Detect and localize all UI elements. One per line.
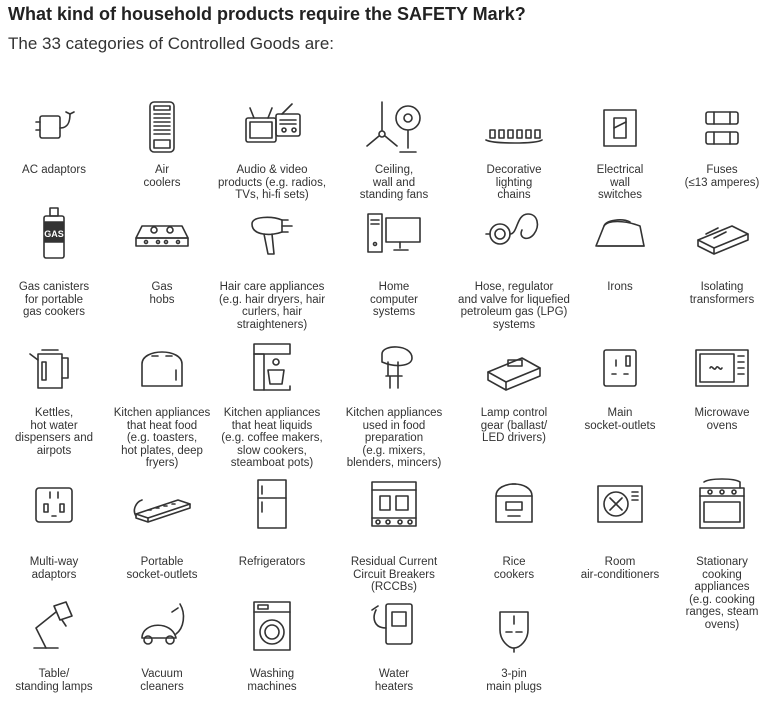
product-category-label: Refrigerators	[238, 556, 306, 568]
transformer-icon	[692, 206, 752, 262]
air-cooler-icon	[132, 100, 192, 156]
product-category-label: Water heaters	[374, 668, 414, 693]
lighting-chain-icon	[484, 100, 544, 156]
lpg-hose-icon	[484, 206, 544, 262]
gas-canister-icon	[24, 206, 84, 262]
product-category-label: Vacuum cleaners	[140, 668, 184, 693]
fan-icon	[364, 100, 424, 156]
product-category-label: Audio & video products (e.g. radios, TVs, hi-fi sets)	[217, 164, 327, 201]
lamp-icon	[24, 598, 84, 654]
page-subtitle: The 33 categories of Controlled Goods are:	[8, 34, 335, 53]
refrigerator-icon	[242, 476, 302, 532]
air-conditioner-icon	[590, 476, 650, 532]
product-category-label: Electrical wall switches	[596, 164, 644, 201]
product-category-label: Room air-conditioners	[580, 556, 660, 581]
product-category-label: 3-pin main plugs	[486, 668, 542, 693]
three-pin-plug-icon	[484, 598, 544, 654]
product-category-label: Hair care appliances (e.g. hair dryers, hair curlers, hair straighteners)	[218, 281, 326, 331]
socket-outlet-icon	[590, 340, 650, 396]
product-category-label: Decorative lighting chains	[486, 164, 542, 201]
water-heater-icon	[364, 598, 424, 654]
product-category-label: Kitchen appliances that heat food (e.g. toasters, hot plates, deep fryers)	[113, 407, 211, 469]
product-category-label: Ceiling, wall and standing fans	[359, 164, 429, 201]
wall-switch-icon	[590, 100, 650, 156]
coffee-maker-icon	[242, 340, 302, 396]
product-category-label: Kitchen appliances used in food preparation (e.g. mixers, blenders, mincers)	[345, 407, 443, 469]
product-category-label: Multi-way adaptors	[29, 556, 79, 581]
ballast-icon	[484, 340, 544, 396]
fuse-icon	[692, 100, 752, 156]
product-category-label: Microwave ovens	[694, 407, 750, 432]
product-category-label: Kitchen appliances that heat liquids (e.g. coffee makers, slow cookers, steamboat pots)	[221, 407, 323, 469]
product-category-label: Main socket-outlets	[584, 407, 656, 432]
washing-machine-icon	[242, 598, 302, 654]
product-category-label: Residual Current Circuit Breakers (RCCBs)	[350, 556, 438, 593]
computer-icon	[364, 206, 424, 262]
product-category-label: Table/ standing lamps	[15, 668, 93, 693]
rice-cooker-icon	[484, 476, 544, 532]
product-category-label: Lamp control gear (ballast/ LED drivers)	[480, 407, 548, 444]
ac-adaptor-icon	[24, 100, 84, 156]
page-title: What kind of household products require the SAFETY Mark?	[8, 4, 526, 24]
kettle-icon	[24, 340, 84, 396]
cooking-range-icon	[692, 476, 752, 532]
product-category-label: AC adaptors	[22, 164, 86, 176]
product-category-label: Stationary cooking appliances (e.g. cooking ranges, steam ovens)	[685, 556, 759, 631]
microwave-icon	[692, 340, 752, 396]
product-category-label: Rice cookers	[493, 556, 535, 581]
product-category-label: Kettles, hot water dispensers and airpots	[15, 407, 93, 457]
gas-hob-icon	[132, 206, 192, 262]
product-category-label: Gas hobs	[149, 281, 175, 306]
product-category-label: Hose, regulator and valve for liquefied petroleum gas (LPG) systems	[458, 281, 570, 331]
product-category-label: Home computer systems	[370, 281, 418, 318]
product-category-label: Isolating transformers	[689, 281, 755, 306]
iron-icon	[590, 206, 650, 262]
toaster-icon	[132, 340, 192, 396]
product-category-label: Washing machines	[247, 668, 297, 693]
product-category-label: Portable socket-outlets	[126, 556, 198, 581]
mixer-icon	[364, 340, 424, 396]
hair-dryer-icon	[242, 206, 302, 262]
product-category-label: Gas canisters for portable gas cookers	[18, 281, 90, 318]
tv-radio-icon	[242, 100, 302, 156]
power-strip-icon	[132, 476, 192, 532]
product-category-label: Irons	[607, 281, 633, 293]
product-category-label: Fuses (≤13 amperes)	[684, 164, 760, 189]
vacuum-cleaner-icon	[132, 598, 192, 654]
gas-canister-text: GAS	[44, 229, 64, 239]
multi-way-adaptor-icon	[24, 476, 84, 532]
product-category-label: Air coolers	[143, 164, 181, 189]
rccb-icon	[364, 476, 424, 532]
